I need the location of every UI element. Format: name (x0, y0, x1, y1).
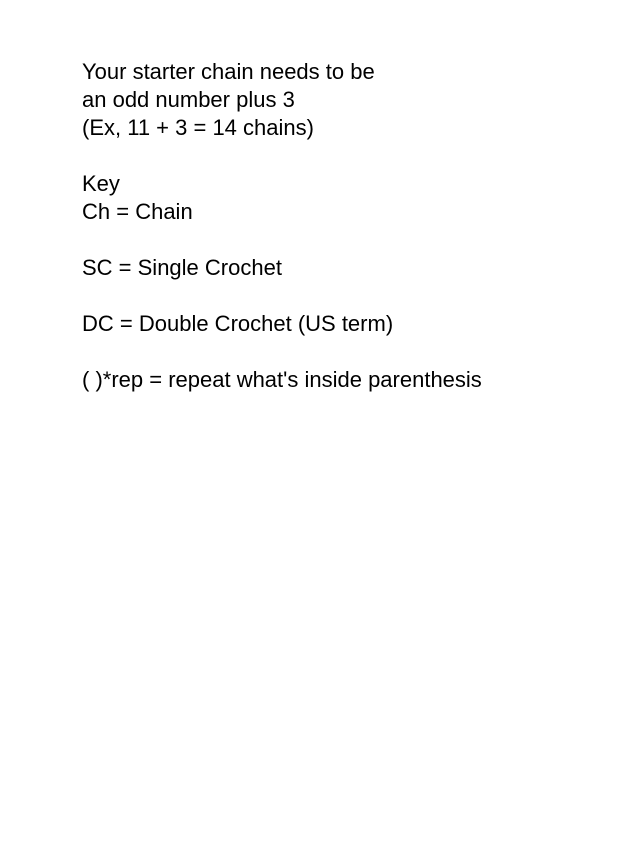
key-heading: Key (82, 171, 120, 196)
spacer (82, 338, 622, 366)
key-item-single-crochet: SC = Single Crochet (82, 255, 282, 280)
spacer (82, 142, 622, 170)
key-item-double-crochet: DC = Double Crochet (US term) (82, 311, 394, 336)
intro-line-1: Your starter chain needs to be (82, 59, 375, 84)
intro-line-2: an odd number plus 3 (82, 87, 295, 112)
key-item-chain: Ch = Chain (82, 199, 193, 224)
document-page (82, 58, 622, 394)
spacer (82, 226, 622, 254)
spacer (82, 282, 622, 310)
key-item-repeat: ( )*rep = repeat what's inside parenthesis (82, 367, 482, 392)
intro-example-line: (Ex, 11 + 3 = 14 chains) (82, 115, 314, 140)
